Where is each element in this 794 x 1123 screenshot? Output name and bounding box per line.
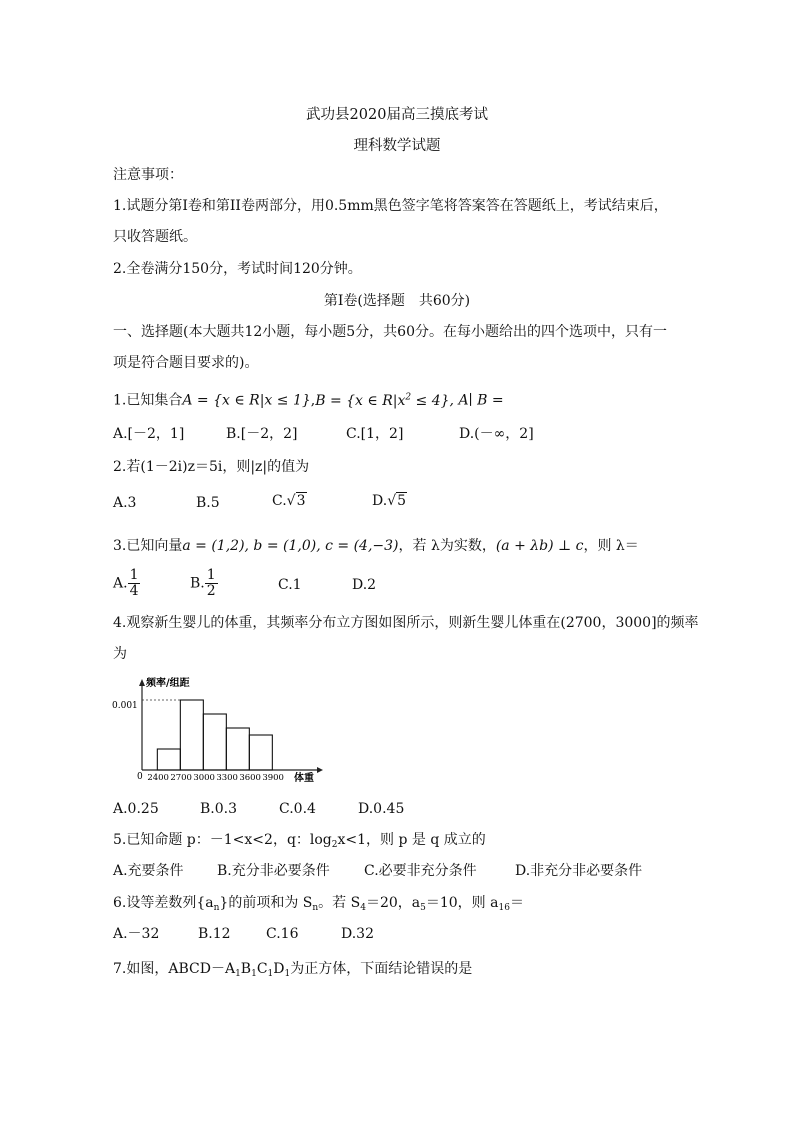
- histogram-bar-3000-3300: [203, 714, 226, 770]
- q3-option-b: [190, 568, 218, 599]
- notes-heading: 注意事项：: [113, 167, 183, 183]
- q3-option-c: C.1: [278, 577, 302, 593]
- q3-condition: (a + λb) ⊥ c: [495, 538, 584, 554]
- q6-s5: ＝10，则 a: [425, 895, 499, 911]
- histogram: [112, 674, 332, 786]
- histogram-bar-2700-3000: [180, 700, 203, 770]
- q6-s4: ＝20，a: [365, 895, 421, 911]
- q3-vectors: a = (1,2), b = (1,0), c = (4,−3): [182, 538, 399, 554]
- fraction-1-2-num: 1: [206, 567, 216, 583]
- x-tick-label-2400: 2400: [147, 773, 169, 783]
- question-5-stem: [113, 831, 486, 854]
- x-tick-label-2700: 2700: [170, 773, 192, 783]
- q2-option-c: [272, 492, 307, 510]
- q7-sub2: 1: [251, 969, 257, 979]
- q2-option-b: B.5: [196, 495, 220, 511]
- sqrt-5-radicand: 5: [397, 493, 407, 509]
- fraction-1-4-num: 1: [129, 567, 139, 583]
- section-intro-line-1: 一、选择题(本大题共12小题，每小题5分，共60分。在每小题给出的四个选项中，只有一: [113, 324, 667, 340]
- q6-sub-n2: n: [312, 903, 319, 913]
- q5-option-b: B.充分非必要条件: [217, 863, 330, 879]
- q2-option-a: A.3: [113, 495, 137, 511]
- x-tick-label-3900: 3900: [262, 773, 284, 783]
- q3-prefix: 3.已知向量: [113, 538, 183, 554]
- note-1-line-1: 1.试题分第I卷和第II卷两部分，用0.5mm黑色签字笔将答案答在答题纸上，考试结束后，: [113, 198, 668, 214]
- origin-label: 0: [137, 772, 143, 782]
- set-b-exponent: 2: [405, 392, 412, 402]
- q7-s4: D: [273, 961, 285, 977]
- fraction-1-2-den: 2: [206, 583, 216, 599]
- q4-option-a: A.0.25: [113, 801, 159, 817]
- sqrt-3: √3: [286, 493, 306, 509]
- x-tick-label-3600: 3600: [239, 773, 261, 783]
- exam-subtitle: 理科数学试题: [353, 138, 441, 154]
- q3-option-a-label: A.: [113, 575, 128, 592]
- histogram-bar-2400-2700: [157, 749, 180, 770]
- q6-option-b: B.12: [198, 926, 231, 942]
- q6-option-c: C.16: [266, 926, 299, 942]
- q3-option-a: [113, 568, 140, 599]
- sqrt-3-radicand: 3: [296, 493, 306, 509]
- histogram-bar-3600-3900: [249, 735, 272, 770]
- q7-s1: 7.如图，ABCD－A: [113, 961, 236, 977]
- question-1-stem: 1.已知集合A = {x ∈ R|x ≤ 1},B = {x ∈ $R|x^2 \le 4$}, A∣ B =: [113, 392, 504, 409]
- q1-option-a: A.[－2，1]: [113, 426, 185, 442]
- q3-option-d: D.2: [352, 577, 377, 593]
- q6-sub-n: n: [213, 903, 220, 913]
- q1-option-b: B.[－2，2]: [226, 426, 298, 442]
- q5-option-c: C.必要非充分条件: [364, 863, 477, 879]
- set-b: [315, 393, 449, 409]
- fraction-1-4-den: 4: [129, 583, 139, 599]
- q6-option-a: A.－32: [113, 926, 160, 942]
- q7-sub3: 1: [267, 969, 274, 979]
- y-axis-arrow: [139, 679, 145, 686]
- q5-option-a: A.充要条件: [113, 863, 184, 879]
- q7-s2: B: [240, 961, 252, 977]
- q1-prefix: 1.已知集合: [113, 392, 183, 409]
- q1-tail: , A∣ B =: [449, 392, 504, 409]
- y-axis-label: 频率/组距: [146, 678, 190, 689]
- q2-option-d-label: D.: [372, 493, 388, 509]
- q7-sub4: 1: [284, 969, 291, 979]
- q7-s3: C: [256, 961, 268, 977]
- q3-tail: ，则 λ＝: [583, 538, 639, 554]
- q1-option-d: D.(－∞，2]: [459, 426, 534, 442]
- q4-option-b: B.0.3: [200, 801, 238, 817]
- set-a: A = {x ∈ R|x ≤ 1}: [182, 392, 311, 409]
- q6-s2: }的前项和为 S: [219, 895, 313, 911]
- q4-option-c: C.0.4: [279, 801, 316, 817]
- fraction-1-4: [128, 568, 141, 599]
- q6-sub-4: 4: [360, 903, 366, 913]
- watermark: [598, 762, 608, 787]
- q7-s5: 为正方体，下面结论错误的是: [290, 961, 473, 977]
- q6-option-d: D.32: [341, 926, 374, 942]
- q5-tail: x<1，则 p 是 q 成立的: [337, 832, 486, 848]
- question-4-stem-line-2: 为: [113, 646, 127, 662]
- x-axis-label: 体重: [294, 773, 314, 784]
- x-tick-label-3300: 3300: [216, 773, 238, 783]
- q6-s6: ＝: [509, 895, 524, 911]
- question-2-stem: 2.若(1－2i)z＝5i，则|z|的值为: [113, 459, 310, 475]
- note-2: 2.全卷满分150分，考试时间120分钟。: [113, 261, 362, 277]
- q6-s3: 。若 S: [318, 895, 361, 911]
- section-title: 第I卷(选择题 共60分): [323, 293, 471, 309]
- y-tick-label: 0.001: [112, 701, 138, 711]
- q2-option-d: [372, 492, 407, 510]
- q3-mid: ，若 λ为实数，: [398, 538, 496, 554]
- log-base: 2: [331, 840, 338, 850]
- question-3-stem: [113, 537, 639, 555]
- q4-option-d: D.0.45: [358, 801, 405, 817]
- note-1-line-2: 只收答题纸。: [113, 229, 197, 245]
- q6-sub-5: 5: [420, 903, 426, 913]
- exam-title: 武功县2020届高三摸底考试: [306, 107, 488, 123]
- histogram-bar-3300-3600: [226, 728, 249, 770]
- section-intro-line-2: 项是符合题目要求的)。: [113, 355, 259, 371]
- question-6-stem: [113, 894, 524, 917]
- set-b-main: B = {x ∈ R|x: [315, 392, 406, 409]
- fraction-1-2: [205, 568, 218, 599]
- x-tick-label-3000: 3000: [193, 773, 215, 783]
- q5-option-d: D.非充分非必要条件: [515, 863, 643, 879]
- sqrt-5: √5: [387, 493, 407, 509]
- question-4-stem-line-1: 4.观察新生婴儿的体重，其频率分布立方图如图所示，则新生婴儿体重在(2700，3000]的频率: [113, 615, 699, 631]
- x-axis-arrow: [317, 767, 323, 773]
- q3-option-b-label: B.: [190, 575, 205, 592]
- set-b-tail: ≤ 4}: [411, 392, 450, 409]
- question-7-stem: [113, 960, 472, 983]
- q1-option-c: C.[1，2]: [346, 426, 404, 442]
- q6-s1: 6.设等差数列{a: [113, 895, 214, 911]
- q5-prefix: 5.已知命题 p：－1<x<2，q：log: [113, 832, 332, 848]
- q6-sub-16: 16: [498, 903, 510, 913]
- q2-option-c-label: C.: [272, 493, 287, 509]
- q7-sub1: 1: [235, 969, 241, 979]
